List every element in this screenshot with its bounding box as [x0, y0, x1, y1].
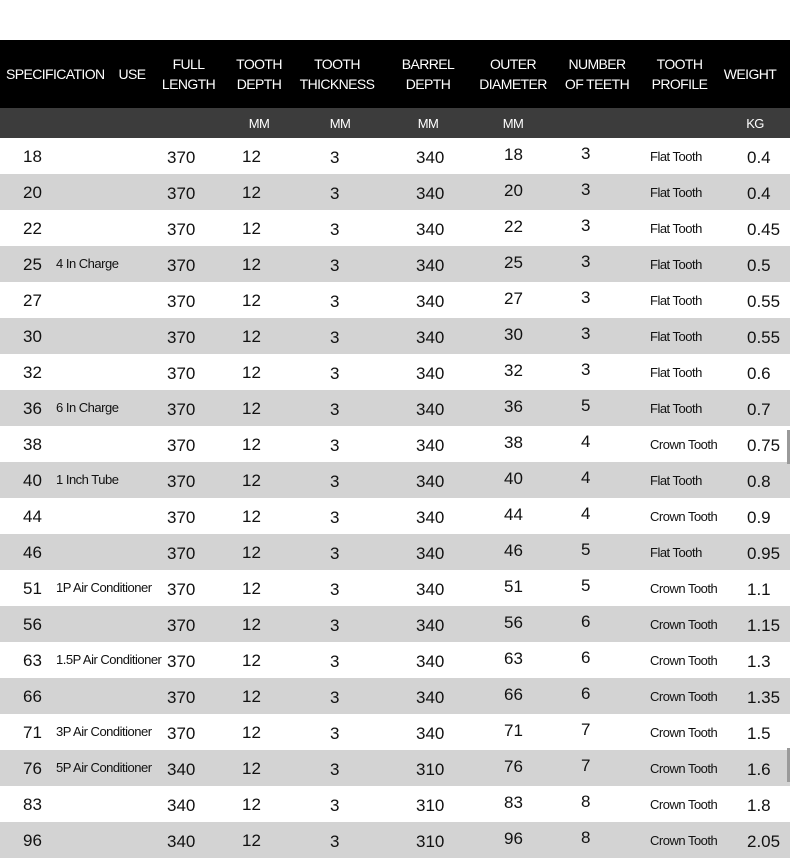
cell-tooth-depth: 12 [242, 435, 261, 454]
cell-number-of-teeth: 3 [581, 324, 591, 343]
cell-full-length: 370 [167, 436, 196, 455]
cell-full-length: 370 [167, 544, 196, 563]
cell-tooth-thickness: 3 [330, 724, 340, 743]
cell-tooth-depth: 12 [242, 579, 261, 598]
cell-outer-diameter: 56 [504, 613, 523, 632]
cell-outer-diameter: 71 [504, 721, 523, 740]
cell-tooth-depth: 12 [242, 327, 261, 346]
cell-use [56, 210, 168, 246]
cell-full-length: 340 [167, 760, 196, 779]
cell-outer-diameter: 46 [504, 541, 523, 560]
cell-barrel-depth: 310 [416, 760, 445, 779]
cell-barrel-depth: 340 [416, 220, 445, 239]
table-row [0, 498, 790, 534]
cell-outer-diameter: 20 [504, 181, 523, 200]
cell-barrel-depth: 340 [416, 616, 445, 635]
cell-outer-diameter: 22 [504, 217, 523, 236]
cell-barrel-depth: 340 [416, 580, 445, 599]
cell-barrel-depth: 340 [416, 400, 445, 419]
cell-tooth-profile: Crown Tooth [650, 652, 718, 668]
cell-tooth-profile: Flat Tooth [650, 220, 702, 236]
unit-tooth-depth: MM [248, 116, 270, 131]
cell-weight: 2.05 [747, 832, 781, 851]
cell-number-of-teeth: 4 [581, 432, 591, 451]
cell-tooth-profile: Flat Tooth [650, 328, 702, 344]
unit-tooth-thickness: MM [329, 116, 351, 131]
cell-tooth-thickness: 3 [330, 580, 340, 599]
header-barrel-depth: BARREL DEPTH [401, 56, 455, 92]
cell-weight: 0.6 [747, 364, 771, 383]
spec-table [0, 40, 790, 855]
cell-barrel-depth: 340 [416, 472, 445, 491]
cell-number-of-teeth: 3 [581, 144, 591, 163]
cell-tooth-profile: Crown Tooth [650, 760, 718, 776]
cell-tooth-thickness: 3 [330, 472, 340, 491]
cell-number-of-teeth: 3 [581, 360, 591, 379]
table-row [0, 750, 790, 786]
cell-weight: 0.5 [747, 256, 771, 275]
cell-full-length: 370 [167, 184, 196, 203]
cell-use [56, 534, 168, 570]
cell-specification: 46 [23, 543, 42, 562]
cell-tooth-thickness: 3 [330, 652, 340, 671]
cell-tooth-depth: 12 [242, 219, 261, 238]
cell-barrel-depth: 340 [416, 688, 445, 707]
cell-tooth-depth: 12 [242, 507, 261, 526]
cell-number-of-teeth: 3 [581, 288, 591, 307]
cell-use [56, 354, 168, 390]
table-row [0, 174, 790, 210]
cell-full-length: 340 [167, 832, 196, 851]
cell-outer-diameter: 40 [504, 469, 523, 488]
cell-barrel-depth: 310 [416, 832, 445, 851]
cell-tooth-depth: 12 [242, 615, 261, 634]
cell-specification: 56 [23, 615, 42, 634]
cell-weight: 0.4 [747, 148, 771, 167]
cell-tooth-depth: 12 [242, 399, 261, 418]
cell-weight: 0.4 [747, 184, 771, 203]
cell-use: 1 Inch Tube [56, 471, 119, 487]
cell-barrel-depth: 340 [416, 544, 445, 563]
header-specification: SPECIFICATION [6, 66, 105, 82]
header-use: USE [118, 66, 146, 82]
cell-use: 3P Air Conditioner [56, 723, 152, 739]
cell-use [56, 606, 168, 642]
cell-specification: 76 [23, 759, 42, 778]
cell-specification: 83 [23, 795, 42, 814]
cell-outer-diameter: 32 [504, 361, 523, 380]
header-weight: WEIGHT [723, 66, 777, 82]
table-row [0, 606, 790, 642]
table-row [0, 282, 790, 318]
cell-tooth-thickness: 3 [330, 508, 340, 527]
cell-specification: 40 [23, 471, 42, 490]
cell-outer-diameter: 66 [504, 685, 523, 704]
cell-full-length: 370 [167, 256, 196, 275]
cell-weight: 0.55 [747, 292, 781, 311]
cell-tooth-depth: 12 [242, 291, 261, 310]
cell-full-length: 370 [167, 724, 196, 743]
cell-barrel-depth: 340 [416, 148, 445, 167]
cell-use [56, 318, 168, 354]
units-row [0, 108, 790, 138]
cell-tooth-profile: Flat Tooth [650, 400, 702, 416]
table-row [0, 318, 790, 354]
cell-tooth-depth: 12 [242, 687, 261, 706]
cell-tooth-depth: 12 [242, 759, 261, 778]
cell-outer-diameter: 25 [504, 253, 523, 272]
cell-specification: 25 [23, 255, 42, 274]
cell-barrel-depth: 310 [416, 796, 445, 815]
cell-number-of-teeth: 5 [581, 576, 591, 595]
cell-number-of-teeth: 4 [581, 504, 591, 523]
cell-tooth-profile: Flat Tooth [650, 148, 702, 164]
cell-use [56, 138, 168, 174]
cell-barrel-depth: 340 [416, 364, 445, 383]
cell-tooth-thickness: 3 [330, 256, 340, 275]
cell-outer-diameter: 83 [504, 793, 523, 812]
cell-use: 5P Air Conditioner [56, 759, 152, 775]
cell-use [56, 822, 168, 858]
cell-use [56, 174, 168, 210]
cell-tooth-depth: 12 [242, 543, 261, 562]
cell-tooth-thickness: 3 [330, 400, 340, 419]
cell-tooth-thickness: 3 [330, 688, 340, 707]
cell-number-of-teeth: 7 [581, 756, 591, 775]
cell-full-length: 370 [167, 148, 196, 167]
table-body [0, 138, 790, 858]
cell-specification: 51 [23, 579, 42, 598]
cell-outer-diameter: 76 [504, 757, 523, 776]
cell-specification: 63 [23, 651, 42, 670]
table-row [0, 462, 790, 498]
cell-tooth-thickness: 3 [330, 616, 340, 635]
cell-tooth-thickness: 3 [330, 544, 340, 563]
cell-tooth-thickness: 3 [330, 292, 340, 311]
cell-specification: 30 [23, 327, 42, 346]
cell-tooth-profile: Crown Tooth [650, 436, 718, 452]
table-row [0, 678, 790, 714]
cell-use: 4 In Charge [56, 255, 119, 271]
cell-specification: 38 [23, 435, 42, 454]
cell-barrel-depth: 340 [416, 184, 445, 203]
header-tooth-profile: TOOTH PROFILE [651, 56, 708, 92]
cell-tooth-profile: Crown Tooth [650, 616, 718, 632]
cell-full-length: 370 [167, 688, 196, 707]
cell-use [56, 678, 168, 714]
cell-barrel-depth: 340 [416, 652, 445, 671]
cell-barrel-depth: 340 [416, 436, 445, 455]
cell-number-of-teeth: 7 [581, 720, 591, 739]
cell-number-of-teeth: 3 [581, 216, 591, 235]
cell-specification: 18 [23, 147, 42, 166]
cell-outer-diameter: 96 [504, 829, 523, 848]
cell-barrel-depth: 340 [416, 256, 445, 275]
table-row [0, 786, 790, 822]
cell-tooth-depth: 12 [242, 651, 261, 670]
cell-number-of-teeth: 3 [581, 180, 591, 199]
cell-weight: 0.8 [747, 472, 771, 491]
cell-specification: 22 [23, 219, 42, 238]
header-full-length: FULL LENGTH [161, 56, 216, 92]
cell-weight: 1.8 [747, 796, 771, 815]
table-row [0, 426, 790, 462]
cell-tooth-thickness: 3 [330, 220, 340, 239]
cell-tooth-profile: Flat Tooth [650, 472, 702, 488]
unit-outer-diameter: MM [502, 116, 524, 131]
cell-full-length: 370 [167, 616, 196, 635]
cell-full-length: 340 [167, 796, 196, 815]
cell-weight: 1.6 [747, 760, 771, 779]
cell-weight: 1.3 [747, 652, 771, 671]
header-tooth-thickness: TOOTH THICKNESS [299, 56, 375, 92]
cell-tooth-profile: Flat Tooth [650, 184, 702, 200]
cell-outer-diameter: 38 [504, 433, 523, 452]
cell-weight: 0.75 [747, 436, 781, 455]
header-tooth-depth: TOOTH DEPTH [236, 56, 282, 92]
cell-full-length: 370 [167, 652, 196, 671]
cell-number-of-teeth: 5 [581, 396, 591, 415]
cell-tooth-depth: 12 [242, 255, 261, 274]
cell-weight: 0.55 [747, 328, 781, 347]
cell-barrel-depth: 340 [416, 292, 445, 311]
cell-use [56, 426, 168, 462]
header-row [0, 40, 790, 108]
cell-weight: 1.15 [747, 616, 781, 635]
cell-full-length: 370 [167, 580, 196, 599]
header-outer-diameter: OUTER DIAMETER [479, 56, 547, 92]
cell-tooth-profile: Crown Tooth [650, 688, 718, 704]
cell-tooth-thickness: 3 [330, 832, 340, 851]
table-row [0, 390, 790, 426]
unit-barrel-depth: MM [417, 116, 439, 131]
table-row [0, 138, 790, 174]
cell-weight: 1.5 [747, 724, 771, 743]
cell-tooth-depth: 12 [242, 363, 261, 382]
cell-tooth-depth: 12 [242, 831, 261, 850]
cell-specification: 20 [23, 183, 42, 202]
cell-full-length: 370 [167, 508, 196, 527]
cell-number-of-teeth: 5 [581, 540, 591, 559]
cell-barrel-depth: 340 [416, 724, 445, 743]
cell-specification: 32 [23, 363, 42, 382]
cell-use: 1P Air Conditioner [56, 579, 152, 595]
cell-tooth-thickness: 3 [330, 796, 340, 815]
cell-weight: 0.45 [747, 220, 781, 239]
cell-outer-diameter: 44 [504, 505, 523, 524]
cell-tooth-depth: 12 [242, 471, 261, 490]
cell-tooth-profile: Flat Tooth [650, 292, 702, 308]
cell-outer-diameter: 36 [504, 397, 523, 416]
cell-tooth-profile: Crown Tooth [650, 508, 718, 524]
cell-barrel-depth: 340 [416, 508, 445, 527]
cell-tooth-profile: Crown Tooth [650, 796, 718, 812]
cell-outer-diameter: 18 [504, 145, 523, 164]
cell-full-length: 370 [167, 220, 196, 239]
cell-number-of-teeth: 6 [581, 648, 591, 667]
cell-tooth-profile: Crown Tooth [650, 832, 718, 848]
cell-specification: 71 [23, 723, 42, 742]
cell-full-length: 370 [167, 328, 196, 347]
cell-number-of-teeth: 8 [581, 828, 591, 847]
cell-number-of-teeth: 4 [581, 468, 591, 487]
cell-tooth-thickness: 3 [330, 184, 340, 203]
header-number-of-teeth: NUMBER OF TEETH [564, 56, 630, 92]
cell-specification: 66 [23, 687, 42, 706]
cell-outer-diameter: 27 [504, 289, 523, 308]
cell-weight: 0.7 [747, 400, 771, 419]
cell-tooth-depth: 12 [242, 183, 261, 202]
cell-weight: 1.1 [747, 580, 771, 599]
cell-tooth-profile: Crown Tooth [650, 580, 718, 596]
cell-number-of-teeth: 6 [581, 684, 591, 703]
cell-tooth-thickness: 3 [330, 328, 340, 347]
cell-full-length: 370 [167, 364, 196, 383]
cell-tooth-thickness: 3 [330, 436, 340, 455]
cell-tooth-depth: 12 [242, 723, 261, 742]
cell-use [56, 786, 168, 822]
cell-use: 6 In Charge [56, 399, 119, 415]
cell-barrel-depth: 340 [416, 328, 445, 347]
cell-weight: 0.95 [747, 544, 781, 563]
cell-full-length: 370 [167, 292, 196, 311]
cell-tooth-thickness: 3 [330, 148, 340, 167]
cell-use [56, 282, 168, 318]
cell-number-of-teeth: 3 [581, 252, 591, 271]
cell-weight: 0.9 [747, 508, 771, 527]
cell-tooth-depth: 12 [242, 795, 261, 814]
cell-specification: 44 [23, 507, 42, 526]
table-row [0, 246, 790, 282]
table-row [0, 822, 790, 858]
cell-specification: 96 [23, 831, 42, 850]
cell-number-of-teeth: 8 [581, 792, 591, 811]
cell-full-length: 370 [167, 400, 196, 419]
unit-weight: KG [746, 116, 764, 131]
cell-tooth-profile: Crown Tooth [650, 724, 718, 740]
cell-weight: 1.35 [747, 688, 781, 707]
cell-tooth-thickness: 3 [330, 760, 340, 779]
table-row [0, 570, 790, 606]
cell-tooth-profile: Flat Tooth [650, 256, 702, 272]
cell-tooth-thickness: 3 [330, 364, 340, 383]
cell-specification: 36 [23, 399, 42, 418]
cell-number-of-teeth: 6 [581, 612, 591, 631]
cell-outer-diameter: 63 [504, 649, 523, 668]
cell-specification: 27 [23, 291, 42, 310]
table-row [0, 354, 790, 390]
table-row [0, 642, 790, 678]
cell-tooth-profile: Flat Tooth [650, 364, 702, 380]
cell-use [56, 498, 168, 534]
table-row [0, 714, 790, 750]
cell-use: 1.5P Air Conditioner [56, 651, 162, 667]
table-row [0, 534, 790, 570]
cell-tooth-profile: Flat Tooth [650, 544, 702, 560]
cell-full-length: 370 [167, 472, 196, 491]
cell-tooth-depth: 12 [242, 147, 261, 166]
cell-outer-diameter: 30 [504, 325, 523, 344]
cell-outer-diameter: 51 [504, 577, 523, 596]
table-row [0, 210, 790, 246]
